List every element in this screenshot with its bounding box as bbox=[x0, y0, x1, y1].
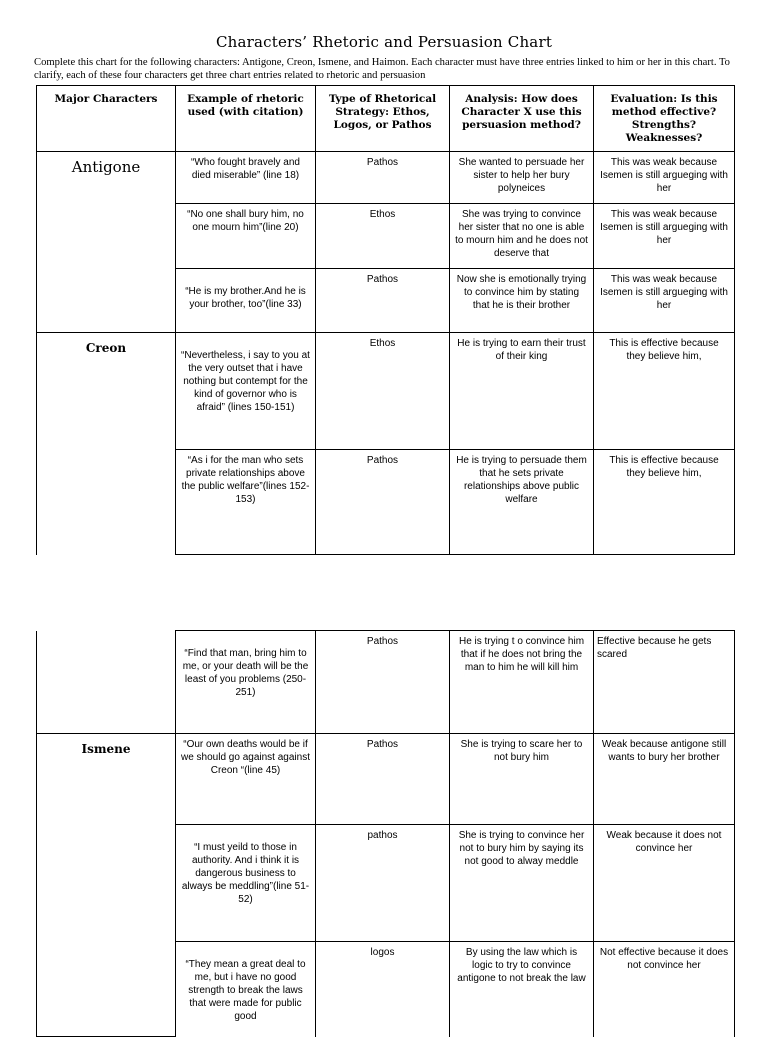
analysis-cell: Now she is emotionally trying to convince him by stating that he is their brother bbox=[450, 269, 594, 333]
type-cell: Pathos bbox=[316, 631, 450, 734]
type-cell: Pathos bbox=[316, 450, 450, 555]
evaluation-cell: This is effective because they believe him, bbox=[594, 333, 735, 450]
table-row bbox=[37, 631, 735, 734]
evaluation-cell: Weak because it does not convince her bbox=[594, 825, 735, 942]
table-row bbox=[37, 152, 735, 204]
evaluation-cell: This was weak because Isemen is still argueging with her bbox=[594, 152, 735, 204]
evaluation-cell: Effective because he gets scared bbox=[594, 631, 735, 734]
type-cell: Pathos bbox=[316, 152, 450, 204]
header-evaluation: Evaluation: Is this method effective? Strengths? Weaknesses? bbox=[594, 86, 735, 152]
analysis-cell: By using the law which is logic to try to convince antigone to not break the law bbox=[450, 942, 594, 1037]
example-cell: “Who fought bravely and died miserable” (line 18) bbox=[176, 152, 316, 204]
evaluation-cell: This was weak because Isemen is still argueging with her bbox=[594, 269, 735, 333]
header-major-characters: Major Characters bbox=[37, 86, 176, 152]
example-cell: “As i for the man who sets private relationships above the public welfare”(lines 152-153) bbox=[176, 450, 316, 555]
rhetoric-chart-page2 bbox=[36, 630, 735, 1037]
example-cell: “Our own deaths would be if we should go against against Creon “(line 45) bbox=[176, 734, 316, 825]
type-cell: Ethos bbox=[316, 204, 450, 269]
type-cell: Ethos bbox=[316, 333, 450, 450]
evaluation-cell: This is effective because they believe him, bbox=[594, 450, 735, 555]
analysis-cell: She was trying to convince her sister that no one is able to mourn him and he does not deserve that bbox=[450, 204, 594, 269]
analysis-cell: She wanted to persuade her sister to help her bury polyneices bbox=[450, 152, 594, 204]
page-title: Characters’ Rhetoric and Persuasion Chart bbox=[215, 33, 553, 51]
evaluation-cell: Not effective because it does not convince her bbox=[594, 942, 735, 1037]
table-row bbox=[37, 734, 735, 825]
type-cell: Pathos bbox=[316, 269, 450, 333]
analysis-cell: She is trying to scare her to not bury him bbox=[450, 734, 594, 825]
character-name-antigone: Antigone bbox=[37, 152, 176, 333]
type-cell: pathos bbox=[316, 825, 450, 942]
header-analysis: Analysis: How does Character X use this persuasion method? bbox=[450, 86, 594, 152]
evaluation-cell: This was weak because Isemen is still argueging with her bbox=[594, 204, 735, 269]
rhetoric-chart-page1 bbox=[36, 85, 735, 555]
analysis-cell: He is trying to earn their trust of their king bbox=[450, 333, 594, 450]
table-row bbox=[37, 333, 735, 450]
header-type: Type of Rhetorical Strategy: Ethos, Logos, or Pathos bbox=[316, 86, 450, 152]
analysis-cell: He is trying t o convince him that if he does not bring the man to him he will kill him bbox=[450, 631, 594, 734]
example-cell: “He is my brother.And he is your brother, too”(line 33) bbox=[176, 269, 316, 333]
example-cell: “Nevertheless, i say to you at the very outset that i have nothing but contempt for the kind of governor who is afraid” (lines 150-151) bbox=[176, 333, 316, 450]
type-cell: Pathos bbox=[316, 734, 450, 825]
example-cell bbox=[176, 631, 316, 734]
character-cell-continued bbox=[37, 631, 176, 734]
type-cell: logos bbox=[316, 942, 450, 1037]
analysis-cell: He is trying to persuade them that he sets private relationships above public welfare bbox=[450, 450, 594, 555]
example-cell: “No one shall bury him, no one mourn him”(line 20) bbox=[176, 204, 316, 269]
character-name-creon: Creon bbox=[37, 333, 176, 555]
analysis-cell: She is trying to convince her not to bury him by saying its not good to alway meddle bbox=[450, 825, 594, 942]
header-example: Example of rhetoric used (with citation) bbox=[176, 86, 316, 152]
header-row bbox=[37, 86, 735, 152]
example-cell: “They mean a great deal to me, but i have no good strength to break the laws that were made for public good bbox=[176, 942, 316, 1037]
example-cell: “I must yeild to those in authority. And i think it is dangerous business to always be meddling”(line 51-52) bbox=[176, 825, 316, 942]
example-text: “Find that man, bring him to me, or your death will be the least of you problems (250-251) bbox=[182, 648, 309, 698]
character-name-ismene: Ismene bbox=[37, 734, 176, 1037]
evaluation-cell: Weak because antigone still wants to bury her brother bbox=[594, 734, 735, 825]
instructions-text: Complete this chart for the following characters: Antigone, Creon, Ismene, and Haimon. Each character must have three entries linked to him or her in this chart. To clarify, each of these four characters get three chart entries related to rhetoric and persuasion bbox=[34, 57, 730, 81]
